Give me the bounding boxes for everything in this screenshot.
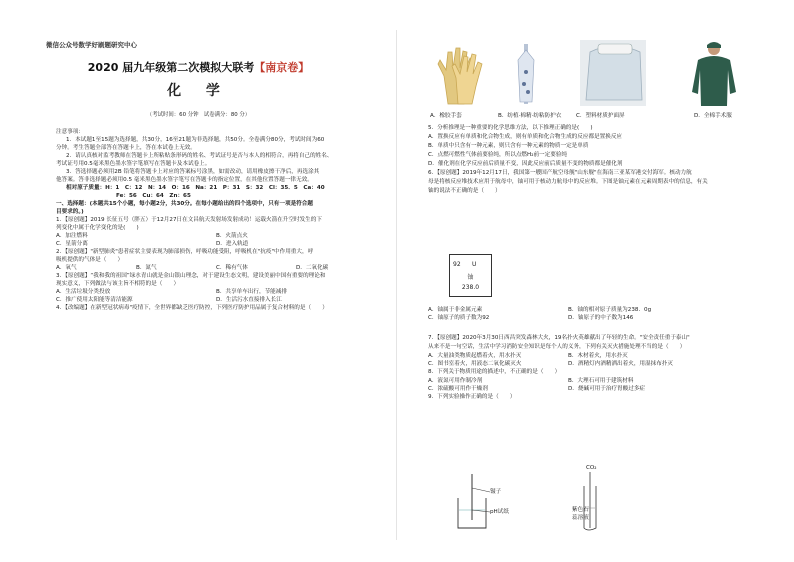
option-choice: A．大量油类物质起燃着火，用水扑灭: [428, 353, 522, 359]
option-choice: A．氧气: [56, 265, 77, 271]
question-stem: 2．【原创题】"新型肺炎"患者症状主要表现为肺部损伤，呼吸功能受阻，呼吸机在"抗疫"中作用重大，呼: [56, 249, 314, 255]
option-choice: C．图书室着火，用液态二氧化碳灭火: [428, 361, 522, 367]
figure-surgical-gown: [690, 40, 738, 108]
note-line: 他答案。答非选择题必须用0.5 毫米黑色墨水签字笔写在答题卡的指定位置，在其他位置答题一律无效。: [56, 177, 313, 183]
option-row: [428, 352, 768, 360]
option-row: [428, 306, 768, 314]
option-choice: D．二氧化碳: [296, 265, 329, 271]
label-tweezers: 镊子: [490, 489, 502, 495]
label-co2: CO₂: [586, 465, 597, 471]
note-line: 分钟。考生答题全部答在答题卡上，答在本试卷上无效。: [56, 145, 196, 151]
face-shield-icon: [580, 40, 646, 106]
title-region: 【南京卷】: [254, 61, 310, 74]
label-litmus-1: 紫色石: [572, 507, 589, 513]
option-choice: D．生活污水直接排入长江: [216, 297, 282, 303]
figure-caption: C．塑料材质护面屏: [576, 113, 625, 119]
option-choice: C．浓硫酸可用作干燥剂: [428, 386, 488, 392]
figure-caption: D．全棉手术服: [694, 113, 732, 119]
option-choice: B．铀的相对原子质量为238．0g: [568, 307, 652, 313]
column-divider: [396, 30, 397, 540]
atomic-mass: 238.0: [461, 284, 480, 291]
option-row: [428, 314, 768, 322]
question-stem: 5．分析推理是一种重要的化学思维方法，以下推理正确的是( ): [428, 125, 593, 131]
option-row: [56, 288, 392, 296]
figure-ph-test: [452, 470, 522, 532]
questions-7-9: [428, 334, 768, 402]
question-stem: 7．【原创题】2020年3月30日西昌突发森林大火，19名扑火英雄献出了年轻的生命。"安全责任重于泰山": [428, 335, 690, 341]
subject-title: 化 学: [167, 83, 230, 99]
figure-protective-suit: [506, 42, 546, 106]
note-line: 2．请认真核对监考教师在答题卡上所粘贴条形码的姓名、考试证号是否与本人的相符合，再将自己的姓名、: [66, 153, 333, 159]
question-stem: 4．【改编题】在新型冠状病毒"疫情下，全世界都缺乏医疗防控，下列医疗防护用品属于复合材料的是（ ）: [56, 305, 328, 311]
exam-info: （考试时间：60 分钟 试卷满分：80 分）: [146, 112, 251, 118]
question-stem: 8．下列关于物质用途的描述中，不正确的是（ ）: [428, 369, 561, 375]
figure-face-shield: [580, 40, 646, 106]
option-choice: D．酒精灯内酒精洒出着火，用湿抹布扑灭: [568, 361, 673, 367]
q6-options: [428, 306, 768, 322]
question-stem: 从来不是一句空话，生活中学习消防安全知识是每个人的义务，下列有关灭火措施处理不当的是（ ）: [428, 344, 686, 350]
right-column: [428, 124, 768, 196]
question-stem: 母是将核反应堆技术应用于航母中，铀可用于核动力航母中的反应堆。下图是铀元素在元素周期表中的信息，有关: [428, 179, 708, 185]
option-choice: B．火箭点火: [216, 233, 248, 239]
option-row: [56, 232, 392, 240]
option-choice: C．星箭分离: [56, 241, 88, 247]
section-heading: 目要求的。): [56, 209, 84, 215]
option-row: [56, 264, 392, 272]
title-main: 2020 届九年级第二次模拟大联考: [87, 61, 255, 74]
label-litmus-2: 蕊溶液: [572, 515, 589, 521]
option-choice: D．铀原子的中子数为146: [568, 315, 634, 321]
figure-caption: B．纺植·棉精·纺粘防护衣: [498, 113, 562, 119]
watermark: 微信公众号数学好刷题研究中心: [46, 41, 137, 49]
protective-suit-icon: [506, 42, 546, 106]
option-row: [428, 385, 768, 393]
option-choice: B．大理石可用于建筑材料: [568, 378, 634, 384]
question-stem: 3．【原创题】“我和我的祖国”绿水青山就是金山银山理念，对于建设生态文明，建设美丽中国有重要的理论和: [56, 273, 326, 279]
answer-line: A．置换反应有单质和化合物生成，则有单质和化合物生成的反应都是置换反应: [428, 134, 623, 140]
option-choice: B．氮气: [136, 265, 157, 271]
atomic-number: 92: [453, 261, 461, 268]
exam-title: [0, 59, 397, 75]
option-choice: C．稀有气体: [216, 265, 248, 271]
option-choice: C．铀原子的质子数为92: [428, 315, 490, 321]
element-symbol: U: [472, 261, 477, 268]
note-line: 3．答选择题必须用2B 铅笔将答题卡上对应的答案标号涂黑，如需改动，请用橡皮擦干净后，再选涂其: [66, 169, 320, 175]
figure-co2-test: [572, 462, 622, 534]
question-stem: 铀的说法不正确的是（ ）: [428, 188, 501, 194]
option-row: [56, 296, 392, 304]
element-name: 铀: [467, 274, 474, 281]
answer-line: C．点燃可燃性气体前要验纯，所以点燃H₂前一定要验纯: [428, 152, 568, 158]
section-heading: 一、选择题：(本题共15个小题，每小题2分，共30分。在每小题给出的四个选项中，只有一项是符合题: [56, 201, 313, 207]
question-stem: 吸机提供的气体是（ ）: [56, 257, 124, 263]
left-column: [56, 128, 392, 312]
option-row: [428, 377, 768, 385]
option-choice: A．铀属于非金属元素: [428, 307, 483, 313]
answer-line: B．单质中只含有一种元素，则只含有一种元素的物质一定是单质: [428, 143, 589, 149]
option-row: [56, 240, 392, 248]
figure-gloves: [430, 42, 492, 106]
option-choice: B．木材着火，用水扑灭: [568, 353, 628, 359]
question-stem: 6．【原创题】2019年12月17日，我国第一艘国产航空母舰"山东舰"在海南三亚某军港交付海军。核动力航: [428, 170, 692, 176]
atomic-mass-line: Fe：56 Cu：64 Zn：65: [116, 193, 191, 199]
option-choice: D．进入轨道: [216, 241, 249, 247]
atomic-mass-line: 相对原子质量：H：1 C：12 N：14 O：16 Na：21 P：31 S：32 Cl：35．5 Ca：40: [66, 185, 325, 191]
surgical-gown-icon: [690, 40, 738, 108]
label-ph-paper: pH试纸: [490, 509, 509, 515]
option-choice: B．共享单车出行，节能减排: [216, 289, 287, 295]
question-stem: 9．下列实验操作正确的是（ ）: [428, 394, 516, 400]
option-choice: D．烧碱可用于治疗胃酸过多症: [568, 386, 646, 392]
option-choice: C．推广使用太阳能等清洁能源: [56, 297, 133, 303]
question-stem: 列变化中属于化学变化的是( ): [56, 225, 139, 231]
option-choice: A．加注燃料: [56, 233, 88, 239]
answer-line: D．催化剂在化学反应前后质量不变，因此反应前后质量不变的物质都是催化剂: [428, 161, 623, 167]
note-line: 1．本试题1至15题为选择题，共30分，16至21题为非选择题，共50分。全卷满分80分，考试时间为60: [66, 137, 325, 143]
uranium-element-card: [449, 254, 492, 297]
option-choice: A．液氮可用作制冷剂: [428, 378, 483, 384]
gloves-icon: [430, 42, 492, 106]
note-line: 考试证号用0.5毫米黑色墨水签字笔填写在答题卡及本试卷上。: [56, 161, 211, 167]
notes-header: 注意事项：: [56, 129, 84, 135]
question-stem: 现实意义，下列做法与该主旨不相符的是（ ）: [56, 281, 180, 287]
question-stem: 1．【原创题】2019 长征五号（胖五）于12月27日在文昌航天发射场发射成功！运载火箭在升空时发生的下: [56, 217, 322, 223]
co2-test-icon: [572, 462, 622, 534]
option-row: [428, 360, 768, 368]
option-choice: A．生活垃圾分类投放: [56, 289, 111, 295]
ph-test-icon: [452, 470, 522, 532]
figure-caption: A．橡胶手套: [430, 113, 462, 119]
